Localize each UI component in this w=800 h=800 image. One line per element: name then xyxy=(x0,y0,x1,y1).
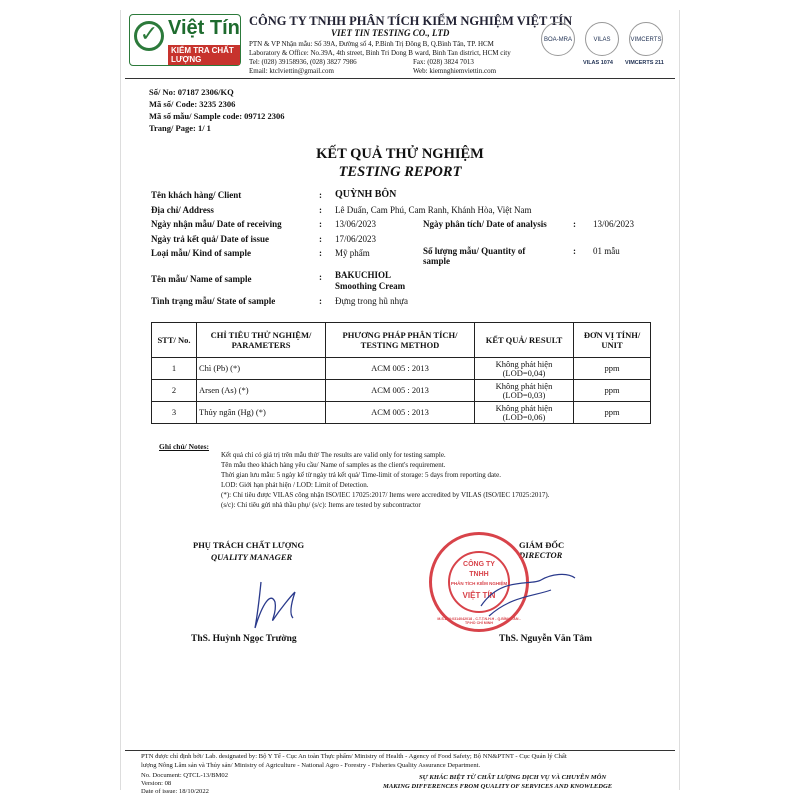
state-value: Đựng trong hũ nhựa xyxy=(335,296,408,306)
logo-tagline: KIỂM TRA CHẤT LƯỢNG xyxy=(168,45,240,65)
stamp-line1: CÔNG TY xyxy=(463,561,495,568)
row-no: 3 xyxy=(152,402,197,424)
vilas-badge-label: VILAS 1074 xyxy=(583,60,613,66)
qm-name: ThS. Huỳnh Ngọc Trường xyxy=(191,634,297,644)
row-unit: ppm xyxy=(574,380,651,402)
header-divider xyxy=(125,78,675,79)
footer-slogan-en: MAKING DIFFERENCES FROM QUALITY OF SERVICES AND KNOWLEDGE xyxy=(383,783,613,790)
row-result: Không phát hiện (LOD=0,06) xyxy=(475,402,574,424)
note-item: (s/c): Chỉ tiêu gửi nhà thầu phụ/ (s/c): Items are tested by subcontractor xyxy=(221,501,421,509)
row-unit: ppm xyxy=(574,402,651,424)
colon: : xyxy=(319,234,322,244)
qm-signature xyxy=(241,562,321,642)
receiving-value: 13/06/2023 xyxy=(335,219,377,229)
row-parameter: Chì (Pb) (*) xyxy=(197,358,326,380)
quantity-label: Số lượng mẫu/ Quantity of sample xyxy=(423,246,526,266)
table-row xyxy=(152,402,651,424)
report-title-vi: KẾT QUẢ THỬ NGHIỆM xyxy=(316,146,484,162)
note-item: Kết quả chỉ có giá trị trên mẫu thử/ The results are valid only for testing sample. xyxy=(221,451,446,459)
issue-value: 17/06/2023 xyxy=(335,234,377,244)
note-item: LOD: Giới hạn phát hiện / LOD: Limit of Detection. xyxy=(221,481,369,489)
footer-version: Version: 08 xyxy=(141,780,172,787)
row-result: Không phát hiện (LOD=0,03) xyxy=(475,380,574,402)
row-method: ACM 005 : 2013 xyxy=(326,380,475,402)
viet-tin-logo xyxy=(129,14,241,66)
company-name-vi: CÔNG TY TNHH PHÂN TÍCH KIỂM NGHIỆM VIỆT TÍN xyxy=(249,14,573,28)
footer-document-no: No. Document: QTCL-13/BM02 xyxy=(141,772,228,779)
client-label: Tên khách hàng/ Client xyxy=(151,190,242,200)
col-parameters: CHỈ TIÊU THỬ NGHIỆM/ PARAMETERS xyxy=(197,323,326,358)
sample-name-label: Tên mẫu/ Name of sample xyxy=(151,274,252,284)
kind-label: Loại mẫu/ Kind of sample xyxy=(151,248,252,258)
row-no: 1 xyxy=(152,358,197,380)
qm-title-vi: PHỤ TRÁCH CHẤT LƯỢNG xyxy=(193,540,305,550)
page-number: Trang/ Page: 1/ 1 xyxy=(149,123,211,133)
stamp-line4: VIỆT TÍN xyxy=(462,591,496,600)
row-method: ACM 005 : 2013 xyxy=(326,402,475,424)
col-stt: STT/ No. xyxy=(152,323,197,358)
footer-divider xyxy=(125,750,675,751)
boa-mra-badge-icon: BOA-MRA xyxy=(541,22,575,56)
notes-label: Ghi chú/ Notes: xyxy=(159,442,210,451)
logo-name: Việt Tín xyxy=(168,17,240,39)
report-title-en: TESTING REPORT xyxy=(338,164,462,180)
state-label: Tình trạng mẫu/ State of sample xyxy=(151,296,276,306)
row-method: ACM 005 : 2013 xyxy=(326,358,475,380)
company-address-vi: PTN & VP Nhận mẫu: Số 39A, Đường số 4, P.Bình Trị Đông B, Q.Bình Tân, TP. HCM xyxy=(249,40,494,48)
col-result: KẾT QUẢ/ RESULT xyxy=(475,323,574,358)
col-unit: ĐƠN VỊ TÍNH/ UNIT xyxy=(574,323,651,358)
director-name: ThS. Nguyễn Văn Tâm xyxy=(499,634,593,644)
issue-label: Ngày trả kết quả/ Date of issue xyxy=(151,234,269,244)
table-row xyxy=(152,358,651,380)
row-parameter: Thủy ngân (Hg) (*) xyxy=(197,402,326,424)
company-fax: Fax: (028) 3824 7013 xyxy=(413,58,474,66)
company-email: Email: ktclviettin@gmail.com xyxy=(249,67,334,75)
analysis-label: Ngày phân tích/ Date of analysis xyxy=(423,219,547,229)
table-row xyxy=(152,380,651,402)
colon: : xyxy=(319,190,322,200)
colon: : xyxy=(319,248,322,258)
company-web: Web: kiemnghiemviettin.com xyxy=(413,67,497,75)
address-label: Địa chỉ/ Address xyxy=(151,205,214,215)
table-header-row xyxy=(152,323,651,358)
stamp-ring-text: M.S.D.N:0314042018 - C.T.T.N.H.H - Q.BÌNH TÂN - TP.HỒ CHÍ MINH xyxy=(437,617,521,625)
footer-date: Date of issue: 18/10/2022 xyxy=(141,788,209,795)
sample-name-line1: BAKUCHIOL xyxy=(335,270,392,280)
stamp-line2: TNHH xyxy=(469,571,489,578)
analysis-value: 13/06/2023 xyxy=(593,219,635,229)
vimcerts-badge-label: VIMCERTS 211 xyxy=(625,60,664,66)
company-address-en: Laboratory & Office: No.39A, 4th street, Binh Tri Dong B ward, Binh Tan district, HCM city xyxy=(249,49,511,57)
company-name-en: VIET TIN TESTING CO., LTD xyxy=(331,28,450,38)
results-table xyxy=(151,322,651,424)
colon: : xyxy=(319,272,322,282)
row-result: Không phát hiện (LOD=0,04) xyxy=(475,358,574,380)
client-value: QUỲNH BÔN xyxy=(335,189,397,200)
director-title-en: DIRECTOR xyxy=(519,550,563,560)
receiving-label: Ngày nhận mẫu/ Date of receiving xyxy=(151,219,282,229)
col-method: PHƯƠNG PHÁP PHÂN TÍCH/ TESTING METHOD xyxy=(326,323,475,358)
colon: : xyxy=(319,296,322,306)
report-page xyxy=(120,10,680,795)
qm-title-en: QUALITY MANAGER xyxy=(211,552,293,562)
vilas-badge-icon: VILAS xyxy=(585,22,619,56)
report-code: Mã số/ Code: 3235 2306 xyxy=(149,99,236,109)
colon: : xyxy=(573,219,576,229)
director-title-vi: GIÁM ĐỐC xyxy=(519,540,565,550)
company-tel: Tel: (028) 39158936, (028) 3827 7986 xyxy=(249,58,357,66)
colon: : xyxy=(319,219,322,229)
vimcerts-badge-icon: VIMCERTS xyxy=(629,22,663,56)
footer-slogan-vi: SỰ KHÁC BIỆT TỪ CHẤT LƯỢNG DỊCH VỤ VÀ CHUYÊN MÔN xyxy=(419,774,607,781)
footer-designation-2: lượng Nông Lâm sản và Thủy sản/ Ministry of Agriculture - National Agro - Forestry - Fisheries Quality Assurance Department. xyxy=(141,762,481,769)
colon: : xyxy=(319,205,322,215)
quantity-value: 01 mẫu xyxy=(593,246,620,256)
row-parameter: Arsen (As) (*) xyxy=(197,380,326,402)
footer-designation-1: PTN được chỉ định bởi/ Lab. designated by: Bộ Y Tế - Cục An toàn Thực phẩm/ Ministry of Health - Agency of Food Safety; Bộ NN&PTNT - Cục Quản lý Chất xyxy=(141,753,567,760)
sample-code: Mã số mẫu/ Sample code: 09712 2306 xyxy=(149,111,285,121)
director-signature xyxy=(471,566,581,626)
note-item: Tên mẫu theo khách hàng yêu cầu/ Name of samples as the client's requirement. xyxy=(221,461,446,469)
address-value: Lê Duẩn, Cam Phú, Cam Ranh, Khánh Hòa, Việt Nam xyxy=(335,205,532,215)
sample-name-line2: Smoothing Cream xyxy=(335,281,406,291)
report-number: Số/ No: 07187 2306/KQ xyxy=(149,87,234,97)
row-unit: ppm xyxy=(574,358,651,380)
stamp-line3: PHÂN TÍCH KIỂM NGHIỆM xyxy=(450,581,508,586)
colon: : xyxy=(573,246,576,256)
kind-value: Mỹ phẩm xyxy=(335,248,370,258)
note-item: (*): Chỉ tiêu được VILAS công nhận ISO/IEC 17025:2017/ Items were accredited by VILAS (ISO/IEC 17025:2017). xyxy=(221,491,550,499)
note-item: Thời gian lưu mẫu: 5 ngày kể từ ngày trả kết quả/ Time-limit of storage: 5 days from reporting date. xyxy=(221,471,501,479)
row-no: 2 xyxy=(152,380,197,402)
check-icon: ✓ xyxy=(134,21,164,51)
